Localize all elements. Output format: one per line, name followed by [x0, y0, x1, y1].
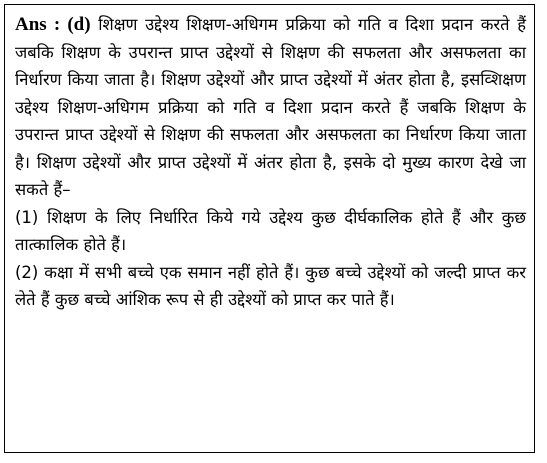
answer-point-2: (2) कक्षा में सभी बच्चे एक समान नहीं होते हैं। कुछ बच्चे उद्देश्यों को जल्दी प्राप्त कर लेते हैं कुछ बच्चे आंशिक रूप से ही उद्देश्यों को प्राप्त कर पाते हैं। [15, 262, 526, 309]
answer-main-text: शिक्षण उद्देश्य शिक्षण-अधिगम प्रक्रिया को गति व दिशा प्रदान करते हैं जबकि शिक्षण के उपरान्त प्राप्त उद्देश्यों से शिक्षण की सफलता और असफलता का निर्धारण किया जाता है। शिक्षण उद्देश्यों और प्राप्त उद्देश्यों में अंतर होता है, इसव्शिक्षण उद्देश्य शिक्षण-अधिगम प्रक्रिया को गति व दिशा प्रदान करते हैं जबकि शिक्षण के उपरान्त प्राप्त उद्देश्यों से शिक्षण की सफलता और असफलता का निर्धारण किया जाता है। शिक्षण उद्देश्यों और प्राप्त उद्देश्यों में अंतर होता है, इसके दो मुख्य कारण देखे जा सकते हैं– [15, 15, 526, 199]
answer-label: Ans : (d) [15, 14, 91, 35]
answer-box [4, 4, 535, 453]
answer-point-1: (1) शिक्षण के लिए निर्धारित किये गये उद्देश्य कुछ दीर्घकालिक होते हैं और कुछ तात्कालिक होते हैं। [15, 207, 526, 254]
answer-main-paragraph [15, 11, 526, 204]
